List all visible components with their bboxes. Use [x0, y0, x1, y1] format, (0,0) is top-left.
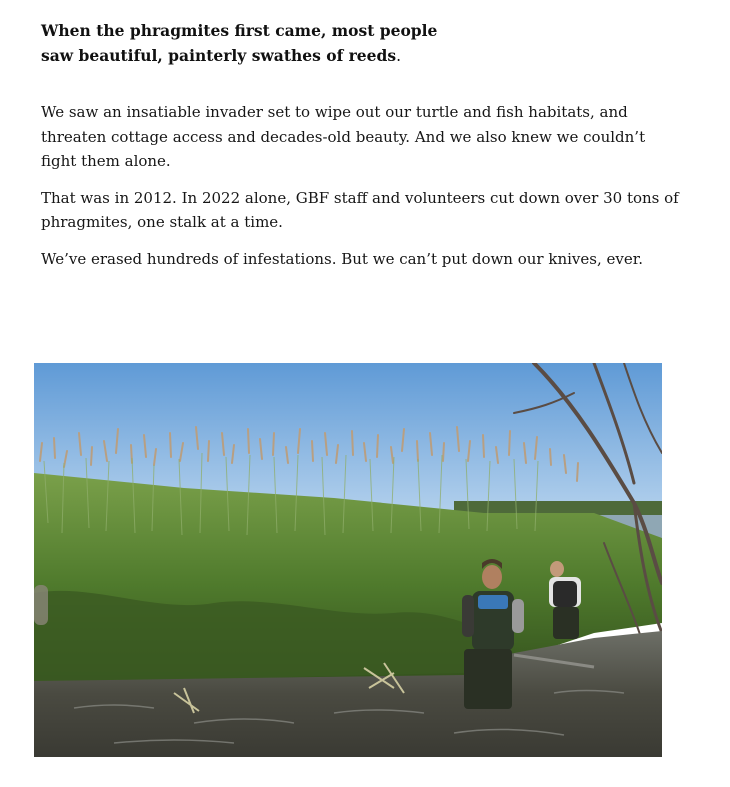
lede-text: When the phragmites first came, most people saw beautiful, painterly swathes of reeds — [41, 21, 438, 65]
lede-period: . — [396, 47, 402, 65]
paragraph-1: We saw an insatiable invader set to wipe out our turtle and fish habitats, and threaten cottage access and decades-old beauty. And we also knew we couldn’t fight them alone. — [41, 103, 646, 170]
body-paragraphs — [41, 100, 681, 271]
distant-shoreline — [454, 501, 662, 515]
paragraph-2: That was in 2012. In 2022 alone, GBF staff and volunteers cut down over 30 tons of phragmites, one stalk at a time. — [41, 188, 679, 231]
lede-heading — [41, 18, 471, 69]
left-edge-figure — [34, 585, 48, 625]
phragmites-photo-illustration — [34, 363, 662, 757]
article-body — [41, 18, 681, 283]
phragmites-photo — [34, 363, 662, 757]
paragraph-3: We’ve erased hundreds of infestations. But we can’t put down our knives, ever. — [41, 249, 644, 268]
